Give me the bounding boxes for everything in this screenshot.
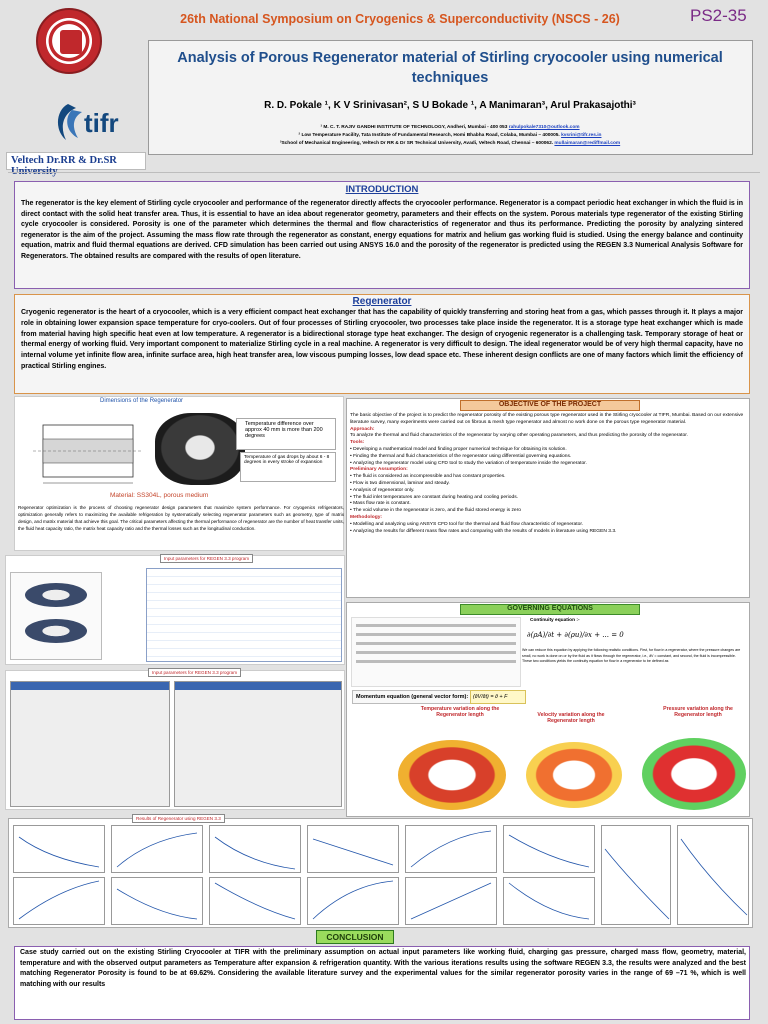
software-dialog-1 [10, 681, 170, 807]
institute-seal-logo [36, 8, 102, 74]
input-tables-figure [5, 555, 345, 665]
tools-label: Tools: [350, 440, 365, 446]
momentum-equation: (∂V/∂t) = ∂ + F [470, 690, 526, 704]
dimensions-title: Dimensions of the Regenerator [100, 398, 184, 404]
gas-temperature-callout: Temperature of gas drops by about 6 - 8 degrees in every stroke of expansion [240, 452, 336, 482]
regenerator-heading: Regenerator [352, 296, 412, 307]
temperature-plot-title: Temperature variation along the Regenerator length [420, 706, 500, 718]
approach-text: To analyze the thermal and fluid characteristics of the regenerator by varying other operating parameters, and thus predicting the porosity of the regenerator. [350, 433, 688, 439]
introduction-section [14, 181, 750, 289]
regenerator-section [14, 294, 750, 394]
assumption-item: • The fluid is considered as incompressible and has constant properties. [350, 474, 506, 480]
optimization-text: Regenerator optimization is the process of choosing regenerator design parameters that maximize system performance. For cryogenics refrigerators, optimization generally refers to maximizing the available refrigeration by systematically selecting regenerator parameters such as geometry, type of matrix design, and matrix material that achieve this goal. The critical parameters affecting the thermal performance of regenerator are the number of heat transfer units, the fluid heat capacity ratio, the matrix heat capacity ratio and the thermal losses such as the longitudinal conduction. [18, 505, 344, 531]
methodology-item: • Modelling and analyzing using ANSYS CFD tool for the thermal and fluid flow characteristic of regenerator. [350, 521, 584, 527]
regenerator-model-image [10, 572, 102, 660]
continuity-text: We can reduce this equation by applying the following realistic conditions. First, for flow in a regenerator, where the pressure changes are small, no work is done on or by the fluid as it flows through the regenerator, i.e., ∂V = constant, and second, the fluid is incompressible. These two conditions yields the continuity equation for flow in a regenerator to be defined as [522, 648, 741, 663]
affiliations [160, 124, 740, 148]
pressure-contour-plot [642, 738, 746, 810]
results-title: Results of Regenerator using REGEN 3.3 [132, 814, 225, 823]
velocity-plot-title: Velocity variation along the Regenerator length [537, 712, 605, 724]
poster-code: PS2-35 [690, 6, 747, 25]
objective-heading: OBJECTIVE OF THE PROJECT [460, 400, 640, 411]
methodology-item: • Analyzing the results for different mass flow rates and comparing with the results of models in literature using REGEN 3.3. [350, 528, 617, 534]
email-link-2[interactable]: kvsrini@tifr.res.in [561, 133, 602, 138]
tools-item: • Finding the thermal and fluid characteristics of the regenerator using differential governing equations. [350, 453, 572, 459]
tools-item: • Developing a mathematical model and finding proper numerical technique for obtaining its solution. [350, 446, 567, 452]
objective-body [350, 413, 748, 535]
introduction-heading: INTRODUCTION [345, 184, 419, 195]
conclusion-text: Case study carried out on the existing Stirling Cryocooler at TIFR with the preliminary assumption on actual input parameters like working fluid, charging gas pressure, charged mass flow, geometry, material, temperature and with the observed output parameters as Temperature after expansion & refrigeration quantity. With the various iterations results using the software REGEN 3.3, the results were analyzed and the best matching Regenerator Porosity is found to be at 69.62%. Considering the available literature survey and the experimental values for the similar regenerator porosity varies in the range of 69 –71 %, which is well matching with our results [20, 949, 746, 988]
email-link-3[interactable]: mullaimaran@rediffmail.com [554, 141, 621, 146]
temperature-contour-plot [398, 740, 506, 810]
input-parameter-table [146, 568, 342, 662]
tifr-logo [50, 100, 140, 146]
pressure-plot-title: Pressure variation along the Regenerator length [663, 706, 733, 718]
email-link-1[interactable]: rahulpokale7310@outlook.com [508, 125, 580, 130]
input-table-title: Input parameters for REGEN 3.3 program [160, 554, 253, 563]
velocity-contour-plot [526, 742, 622, 808]
continuity-label: Continuity equation :- [530, 618, 580, 623]
affiliation-3: ³School of Mechanical Engineering, Veltech Dr RR & Dr SR Technical University, Avadi, Veltech Road, Chennai – 600062. mullaimaran@rediffmail.com [279, 141, 621, 146]
continuity-equation-image: ∂(ρA)/∂t + ∂(ρu)/∂x + ... = 0 [527, 631, 624, 639]
header-divider [8, 172, 760, 173]
tifr-swirl-icon [50, 100, 86, 146]
regenerator-drawing [23, 411, 153, 491]
input-screens-title: Input parameters for REGEN 3.3 program [148, 668, 241, 677]
affiliation-2: ² Low Temperature Facility, Tata Institute of Fundamental Research, Homi Bhabha Road, Colaba, Mumbai – 400005. kvsrini@tifr.res.in [298, 133, 602, 138]
result-curves [9, 819, 754, 929]
authors: R. D. Pokale ¹, K V Srinivasan², S U Bokade ¹, A Manimaran³, Arul Prakasajothi³ [264, 100, 636, 111]
assumption-item: • Mass flow rate is constant. [350, 501, 411, 507]
input-screens-figure [5, 670, 345, 810]
symposium-title: 26th National Symposium on Cryogenics & Superconductivity (NSCS - 26) [180, 12, 620, 26]
assumption-label: Preliminary Assumption: [350, 467, 408, 473]
university-name: Veltech Dr.RR & Dr.SR [6, 152, 146, 170]
assumption-item: • Flow is two dimensional, laminar and steady. [350, 480, 450, 486]
governing-heading: GOVERNING EQUATIONS [460, 604, 640, 615]
assumption-item: • The void volume in the regenerator is zero, and the fluid stored energy is zero [350, 508, 521, 514]
affiliation-1: ¹ M. C. T. RAJIV GANDHI INSTITUTE OF TECHNOLOGY, Andheri, Mumbai - 400 053 rahulpokale7310@outlook.com [320, 125, 580, 130]
methodology-label: Methodology: [350, 514, 383, 520]
energy-equations-image [351, 617, 521, 687]
momentum-label: Momentum equation (general vector form): [352, 690, 520, 704]
regenerator-photo [155, 413, 245, 485]
material-label: Material: SS304L, porous medium [110, 492, 209, 499]
poster-title: Analysis of Porous Regenerator material of Stirling cryocooler using numerical techniques [177, 50, 723, 86]
assumption-item: • Analysis of regenerator only. [350, 487, 415, 493]
tifr-logo-text: tifr [84, 108, 119, 138]
software-dialog-2 [174, 681, 342, 807]
objective-intro: The basic objective of the project is to predict the regenerator porosity of the existing porous type regenerator used in the Stirling cryocooler at TIFR, Mumbai. Based on our extensive literature survey, many experiments were carried out on fibrous & mesh type regenerator and almost no work done on the porous type regenerator material. [350, 413, 744, 425]
regenerator-text: Cryogenic regenerator is the heart of a cryocooler, which is a very efficient compact heat exchanger that has the capability of quickly transferring and storing heat from a gas, which passes through it. It plays a major role in obtaining lower expansion space temperature for cryo-coolers. Out of four processes of Stirling cryocooler, two processes take place inside the regenerator. It is a storage type heat exchanger which is made from material having high specific heat even at low temperature. A regenerator is a bidirectional storage type heat exchanger. The design of cryogenic regenerator is a challenging task. Temporary storage of heat or thermal energy of working fluid. Very important component to materialize Stirling cycle in a real machine. A regenerator is very difficult to design. The ideal regenerator would be of very high thermal capacity, have no internal volume yet infinite flow area, infinite surface area, high heat transfer area, low viscous pumping losses, low dead space etc. These inherent design conflicts are one of many factors which limit the efficiency of practical Stirling engines. [21, 309, 743, 370]
approach-label: Approach: [350, 426, 375, 432]
conclusion-heading: CONCLUSION [316, 930, 394, 944]
assumption-item: • The fluid inlet temperatures are constant during heating and cooling periods. [350, 494, 519, 500]
tools-item: • Analyzing the regenerator model using CFD tool to study the variation of temperature inside the regenerator. [350, 460, 587, 466]
introduction-text: The regenerator is the key element of Stirling cycle cryocooler and performance of the regenerator directly affects the cryocooler performance. Regenerator is a compact periodic heat exchanger in which the fluid is in direct contact with the solid heat transfer area. Thus, it is essential to have an idea about regenerator geometry, parameters and their effects on the system. Porous materials type regenerator of the existing Stirling cycle cryocooler is considered. Porosity is one of the parameter which determines the thermal and flow characteristics of regenerator and thus its performance. Predicting the porosity by analyzing sintered regenerator is the aim of the project. Assuming the mass flow rate through the regenerator as constant, energy equations for matrix and helium gas working fluid is studied. Using the energy balance and continuity equation, matrix and fluid thermal equations are derived. CFD simulation has been carried out using ANSYS 16.0 and the porosity of the regenerator is predicted using the REGEN 3.3 Numerical Analysis Software for Regenerators. The obtained results are compared with the results of open literature. [21, 200, 743, 260]
results-figure [8, 818, 753, 928]
temperature-callout: Temperature difference over approx 40 mm is more than 200 degrees [236, 418, 336, 450]
